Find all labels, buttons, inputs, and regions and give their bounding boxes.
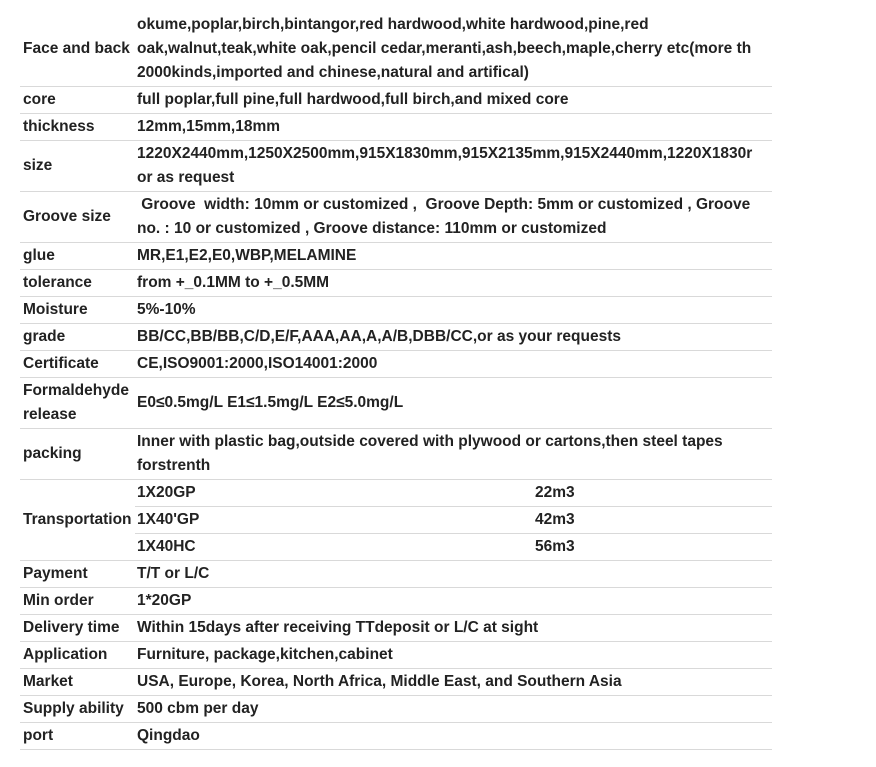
value-line: Inner with plastic bag,outside covered with plywood or cartons,then steel tapes — [137, 433, 723, 450]
value-packing — [135, 429, 772, 480]
transport-volume: 56m3 — [533, 534, 772, 561]
table-row-port — [20, 723, 772, 750]
label-market: Market — [20, 669, 135, 696]
value-certificate: CE,ISO9001:2000,ISO14001:2000 — [135, 351, 772, 378]
value-market: USA, Europe, Korea, North Africa, Middle East, and Southern Asia — [135, 669, 772, 696]
value-thickness: 12mm,15mm,18mm — [135, 114, 772, 141]
value-size — [135, 141, 772, 192]
transport-volume: 22m3 — [533, 480, 772, 507]
spec-table — [20, 12, 772, 750]
label-moisture: Moisture — [20, 297, 135, 324]
table-row-tolerance — [20, 270, 772, 297]
table-row-formaldehyde — [20, 378, 772, 429]
label-port: port — [20, 723, 135, 750]
value-line: no. : 10 or customized , Groove distance: 110mm or customized — [137, 220, 607, 237]
label-size: size — [20, 141, 135, 192]
spec-table-container — [20, 12, 772, 756]
label-tolerance: tolerance — [20, 270, 135, 297]
table-row-transportation — [20, 480, 772, 507]
value-payment: T/T or L/C — [135, 561, 772, 588]
table-row-delivery-time — [20, 615, 772, 642]
label-core: core — [20, 87, 135, 114]
label-line: release — [23, 406, 77, 423]
value-tolerance: from +_0.1MM to +_0.5MM — [135, 270, 772, 297]
label-min-order: Min order — [20, 588, 135, 615]
table-row-payment — [20, 561, 772, 588]
label-packing: packing — [20, 429, 135, 480]
label-grade: grade — [20, 324, 135, 351]
label-glue: glue — [20, 243, 135, 270]
table-row-packing — [20, 429, 772, 480]
value-face-and-back — [135, 12, 772, 87]
value-line: forstrenth — [137, 457, 211, 474]
value-line: 1220X2440mm,1250X2500mm,915X1830mm,915X2135mm,915X2440mm,1220X1830r — [137, 145, 753, 162]
value-line: 2000kinds,imported and chinese,natural and artifical) — [137, 64, 529, 81]
label-delivery-time: Delivery time — [20, 615, 135, 642]
value-application: Furniture, package,kitchen,cabinet — [135, 642, 772, 669]
table-row-grade — [20, 324, 772, 351]
value-delivery-time: Within 15days after receiving TTdeposit or L/C at sight — [135, 615, 772, 642]
label-line: Formaldehyde — [23, 382, 129, 399]
table-row-thickness — [20, 114, 772, 141]
label-face-and-back: Face and back — [20, 12, 135, 87]
transport-container: 1X40HC — [135, 534, 533, 561]
table-row-market — [20, 669, 772, 696]
value-moisture: 5%-10% — [135, 297, 772, 324]
label-certificate: Certificate — [20, 351, 135, 378]
value-line: or as request — [137, 169, 235, 186]
label-transportation: Transportation — [20, 480, 135, 561]
value-line: okume,poplar,birch,bintangor,red hardwood,white hardwood,pine,red — [137, 16, 649, 33]
value-formaldehyde: E0≤0.5mg/L E1≤1.5mg/L E2≤5.0mg/L — [135, 378, 772, 429]
label-groove-size: Groove size — [20, 192, 135, 243]
value-min-order: 1*20GP — [135, 588, 772, 615]
table-row-glue — [20, 243, 772, 270]
table-row-min-order — [20, 588, 772, 615]
label-formaldehyde — [20, 378, 135, 429]
table-row-core — [20, 87, 772, 114]
label-application: Application — [20, 642, 135, 669]
table-row-face-and-back — [20, 12, 772, 87]
table-row-application — [20, 642, 772, 669]
table-row-supply-ability — [20, 696, 772, 723]
table-row-certificate — [20, 351, 772, 378]
table-row-size — [20, 141, 772, 192]
transport-container: 1X40'GP — [135, 507, 533, 534]
value-supply-ability: 500 cbm per day — [135, 696, 772, 723]
value-core: full poplar,full pine,full hardwood,full birch,and mixed core — [135, 87, 772, 114]
label-supply-ability: Supply ability — [20, 696, 135, 723]
value-port: Qingdao — [135, 723, 772, 750]
table-row-moisture — [20, 297, 772, 324]
table-row-groove-size — [20, 192, 772, 243]
value-line: Groove width: 10mm or customized , Groove Depth: 5mm or customized , Groove — [137, 196, 751, 213]
value-groove-size — [135, 192, 772, 243]
value-glue: MR,E1,E2,E0,WBP,MELAMINE — [135, 243, 772, 270]
label-thickness: thickness — [20, 114, 135, 141]
transport-container: 1X20GP — [135, 480, 533, 507]
transport-volume: 42m3 — [533, 507, 772, 534]
label-payment: Payment — [20, 561, 135, 588]
value-line: oak,walnut,teak,white oak,pencil cedar,meranti,ash,beech,maple,cherry etc(more th — [137, 40, 752, 57]
value-grade: BB/CC,BB/BB,C/D,E/F,AAA,AA,A,A/B,DBB/CC,or as your requests — [135, 324, 772, 351]
